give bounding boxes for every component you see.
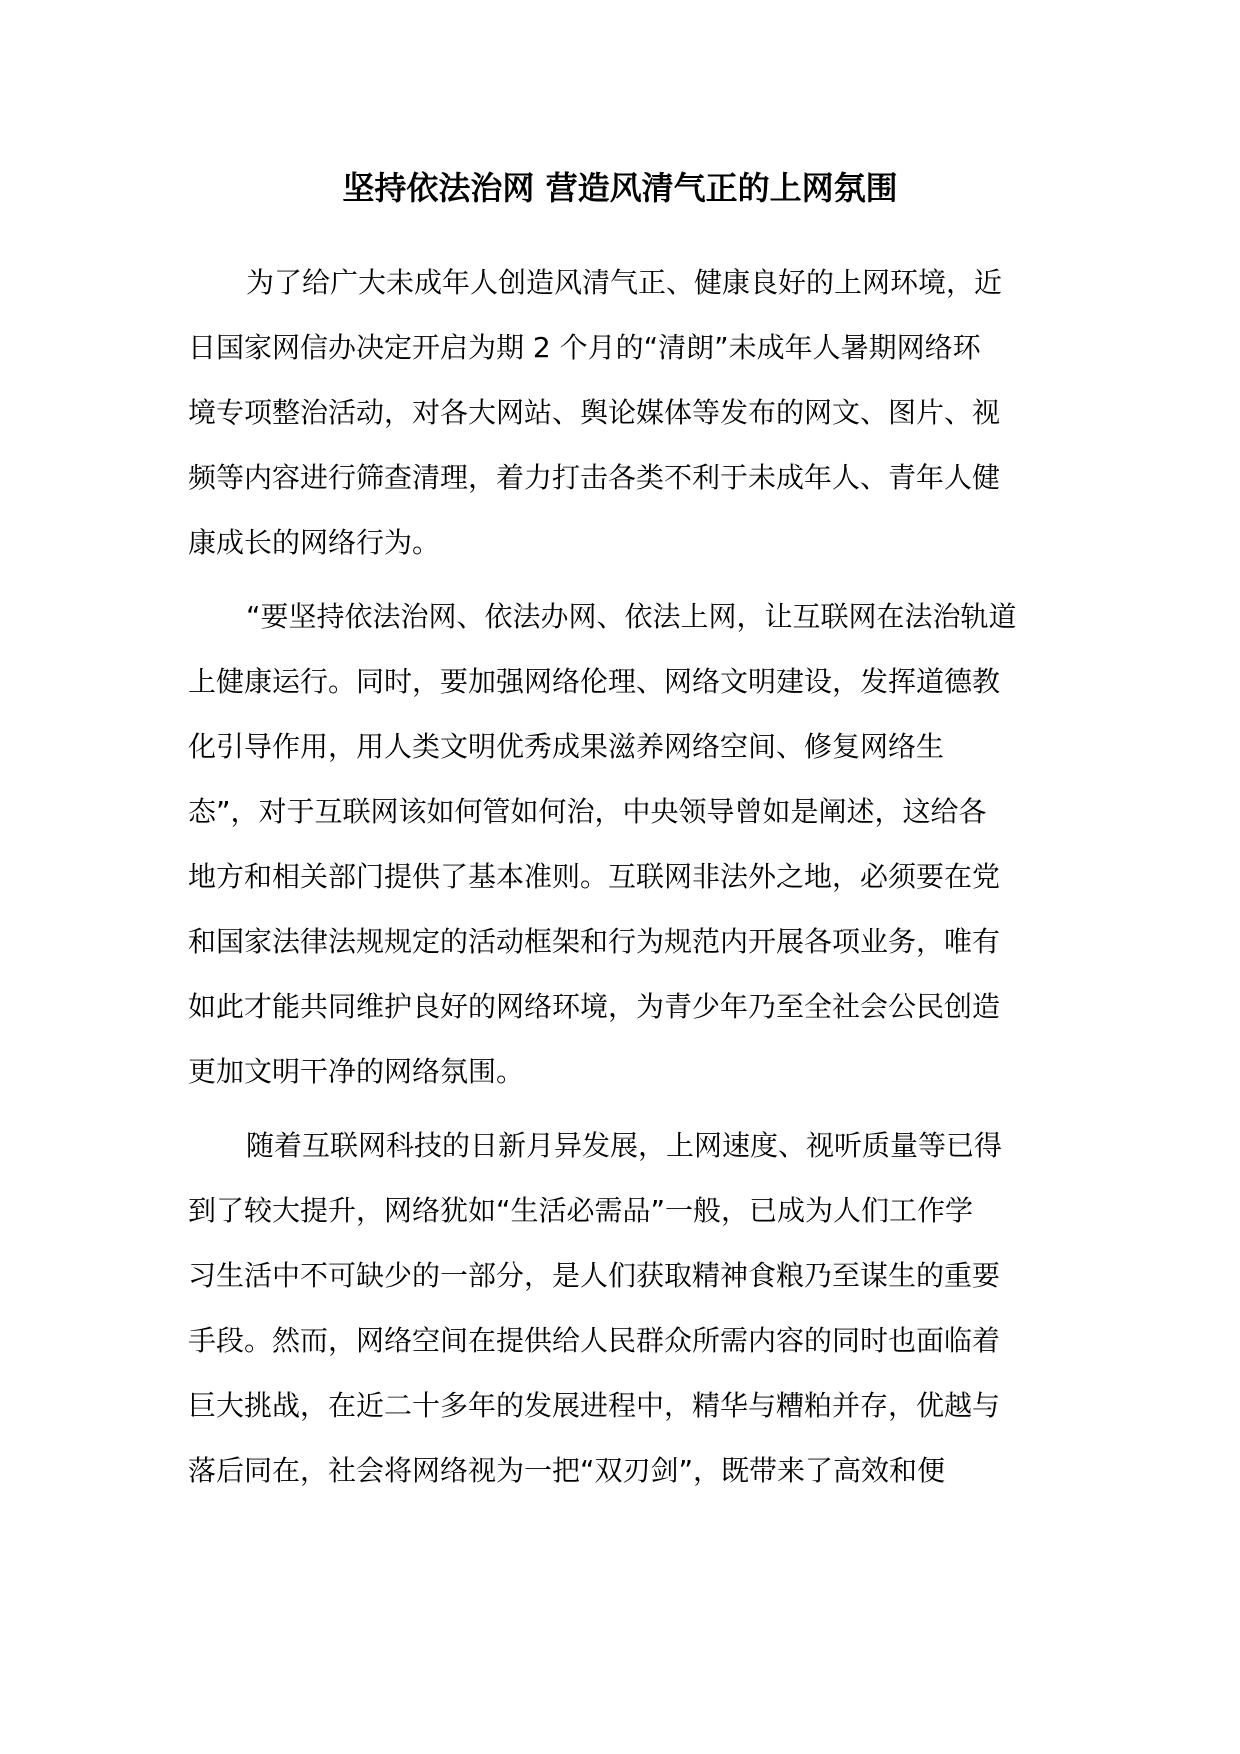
text-line: 态”，对于互联网该如何管如何治，中央领导曾如是阐述，这给各 (188, 795, 987, 828)
text-line: 落后同在，社会将网络视为一把“双刃剑”，既带来了高效和便 (188, 1454, 946, 1487)
text-line: 上健康运行。同时，要加强网络伦理、网络文明建设，发挥道德教 (188, 665, 1001, 698)
text-line: 和国家法律法规规定的活动框架和行为规范内开展各项业务，唯有 (188, 925, 1001, 958)
text-line: 化引导作用，用人类文明优秀成果滋养网络空间、修复网络生 (188, 730, 945, 763)
text-line: 更加文明干净的网络氛围。 (188, 1055, 525, 1088)
text-line: 习生活中不可缺少的一部分，是人们获取精神食粮乃至谋生的重要 (188, 1259, 1001, 1292)
text-line: 到了较大提升，网络犹如“生活必需品”一般，已成为人们工作学 (188, 1194, 974, 1227)
paragraph-3 (188, 1113, 1068, 1503)
text-line: 境专项整治活动，对各大网站、舆论媒体等发布的网文、图片、视 (188, 396, 1001, 429)
text-line: 地方和相关部门提供了基本准则。互联网非法外之地，必须要在党 (188, 860, 1001, 893)
document-title: 坚持依法治网 营造风清气正的上网氛围 (342, 169, 898, 207)
text-line: 日国家网信办决定开启为期 2 个月的“清朗”未成年人暑期网络环 (188, 331, 981, 364)
text-line: 如此才能共同维护良好的网络环境，为青少年乃至全社会公民创造 (188, 990, 1001, 1023)
text-line: 康成长的网络行为。 (188, 526, 441, 559)
text-line: 手段。然而，网络空间在提供给人民群众所需内容的同时也面临着 (188, 1324, 1001, 1357)
text-line: 频等内容进行筛查清理，着力打击各类不利于未成年人、青年人健 (188, 461, 1001, 494)
text-line: “要坚持依法治网、依法办网、依法上网，让互联网在法治轨道 (246, 600, 1017, 633)
text-line: 为了给广大未成年人创造风清气正、健康良好的上网环境，近 (246, 266, 1003, 299)
text-line: 巨大挑战，在近二十多年的发展进程中，精华与糟粕并存，优越与 (188, 1389, 1001, 1422)
paragraph-2 (188, 584, 1068, 1104)
paragraph-1 (188, 250, 1068, 575)
document-body (188, 250, 1068, 1512)
text-line: 随着互联网科技的日新月异发展，上网速度、视听质量等已得 (246, 1129, 1003, 1162)
